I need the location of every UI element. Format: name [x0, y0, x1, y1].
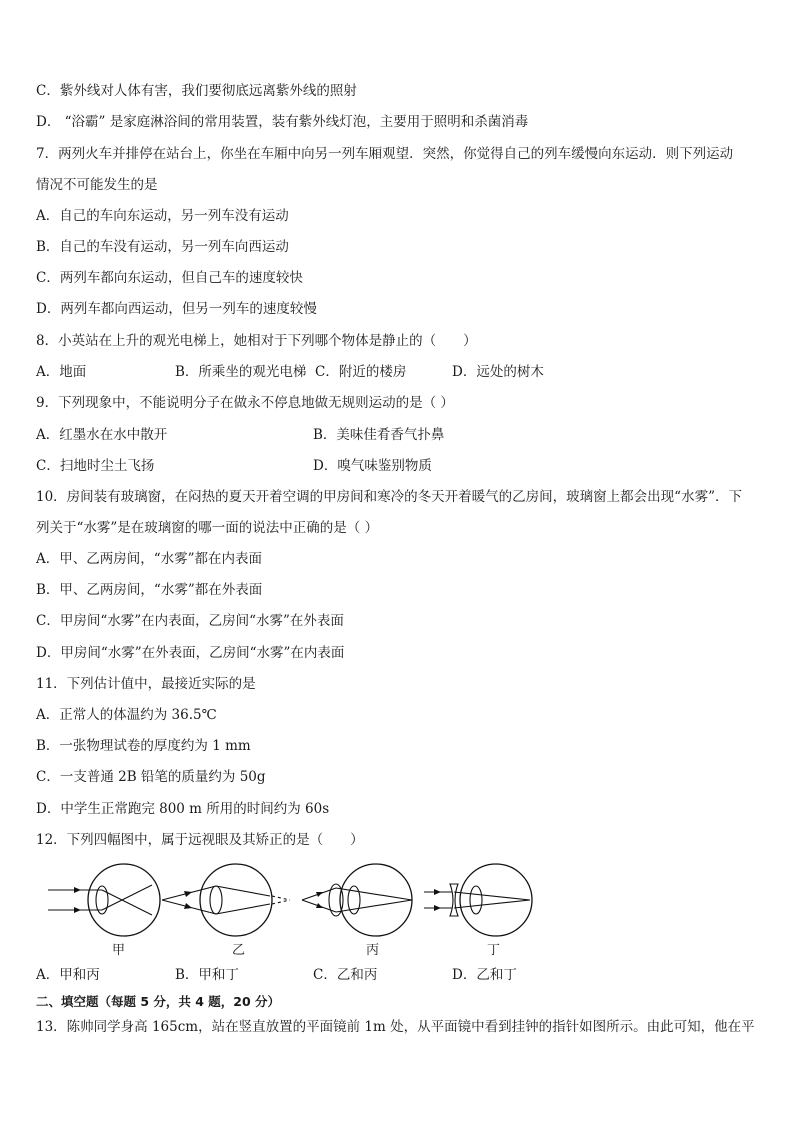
- q7-option-b: B．自己的车没有运动，另一列车向西运动: [36, 239, 289, 255]
- q10-stem-line2: 列关于“水雾”是在玻璃窗的哪一面的说法中正确的是（ ）: [36, 520, 379, 536]
- q10-option-b: B．甲、乙两房间，“水雾”都在外表面: [36, 582, 263, 598]
- q6-option-c: C．紫外线对人体有害，我们要彻底远离紫外线的照射: [36, 83, 357, 99]
- q10-option-a: A．甲、乙两房间，“水雾”都在内表面: [36, 551, 263, 567]
- q11-option-b: B．一张物理试卷的厚度约为 1 mm: [36, 738, 251, 754]
- eye-diagram-bing: [298, 858, 418, 940]
- eye-diagram-yi: [158, 858, 294, 940]
- q8-option-b: B．所乘坐的观光电梯: [175, 364, 307, 380]
- q8-option-d: D．远处的树木: [452, 364, 544, 380]
- q12-option-a: A．甲和丙: [36, 967, 100, 983]
- q12-option-b: B．甲和丁: [175, 967, 239, 983]
- q12-option-d: D．乙和丁: [452, 967, 517, 983]
- q8-option-a: A．地面: [36, 364, 87, 380]
- q9-stem: 9．下列现象中，不能说明分子在做永不停息地做无规则运动的是（ ）: [36, 395, 454, 411]
- eye-diagram-jia: [44, 858, 164, 940]
- eye-label-jia: 甲: [112, 943, 126, 958]
- eye-label-bing: 丙: [366, 943, 380, 958]
- q7-stem-line1: 7．两列火车并排停在站台上，你坐在车厢中向另一列车厢观望．突然，你觉得自己的列车缓慢向东运动．则下列运动: [36, 146, 734, 162]
- q10-option-d: D．甲房间“水雾”在外表面，乙房间“水雾”在内表面: [36, 645, 345, 661]
- q9-option-c: C．扫地时尘土飞扬: [36, 458, 155, 474]
- q13-stem: 13．陈帅同学身高 165cm，站在竖直放置的平面镜前 1m 处，从平面镜中看到挂钟的指针如图所示。由此可知，他在平: [36, 1019, 755, 1035]
- eye-label-yi: 乙: [232, 943, 246, 958]
- q7-option-d: D．两列车都向西运动，但另一列车的速度较慢: [36, 301, 317, 317]
- q11-option-a: A．正常人的体温约为 36.5℃: [36, 707, 217, 723]
- q8-option-c: C．附近的楼房: [315, 364, 407, 380]
- section-heading-fill-in: 二、填空题（每题 5 分，共 4 题，20 分）: [36, 994, 281, 1009]
- q12-option-c: C．乙和丙: [313, 967, 378, 983]
- q11-stem: 11．下列估计值中，最接近实际的是: [36, 676, 256, 692]
- q9-option-d: D．嗅气味鉴别物质: [313, 458, 432, 474]
- q10-option-c: C．甲房间“水雾”在内表面，乙房间“水雾”在外表面: [36, 613, 344, 629]
- eye-diagram-ding: [420, 858, 540, 940]
- q12-stem: 12．下列四幅图中，属于远视眼及其矫正的是（ ）: [36, 832, 364, 848]
- q11-option-c: C．一支普通 2B 铅笔的质量约为 50g: [36, 769, 266, 785]
- q7-option-a: A．自己的车向东运动，另一列车没有运动: [36, 208, 289, 224]
- q7-option-c: C．两列车都向东运动，但自己车的速度较快: [36, 270, 303, 286]
- q11-option-d: D．中学生正常跑完 800 m 所用的时间约为 60s: [36, 801, 330, 817]
- q6-option-d: D． “浴霸” 是家庭淋浴间的常用装置，装有紫外线灯泡，主要用于照明和杀菌消毒: [36, 114, 529, 130]
- q9-option-a: A．红墨水在水中散开: [36, 427, 168, 443]
- q8-stem: 8．小英站在上升的观光电梯上，她相对于下列哪个物体是静止的（ ）: [36, 333, 477, 349]
- q9-option-b: B．美味佳肴香气扑鼻: [313, 427, 445, 443]
- q7-stem-line2: 情况不可能发生的是: [36, 177, 158, 193]
- eye-label-ding: 丁: [487, 943, 501, 958]
- q10-stem-line1: 10．房间装有玻璃窗，在闷热的夏天开着空调的甲房间和寒冷的冬天开着暖气的乙房间，玻璃窗上都会出现“水雾”．下: [36, 489, 742, 505]
